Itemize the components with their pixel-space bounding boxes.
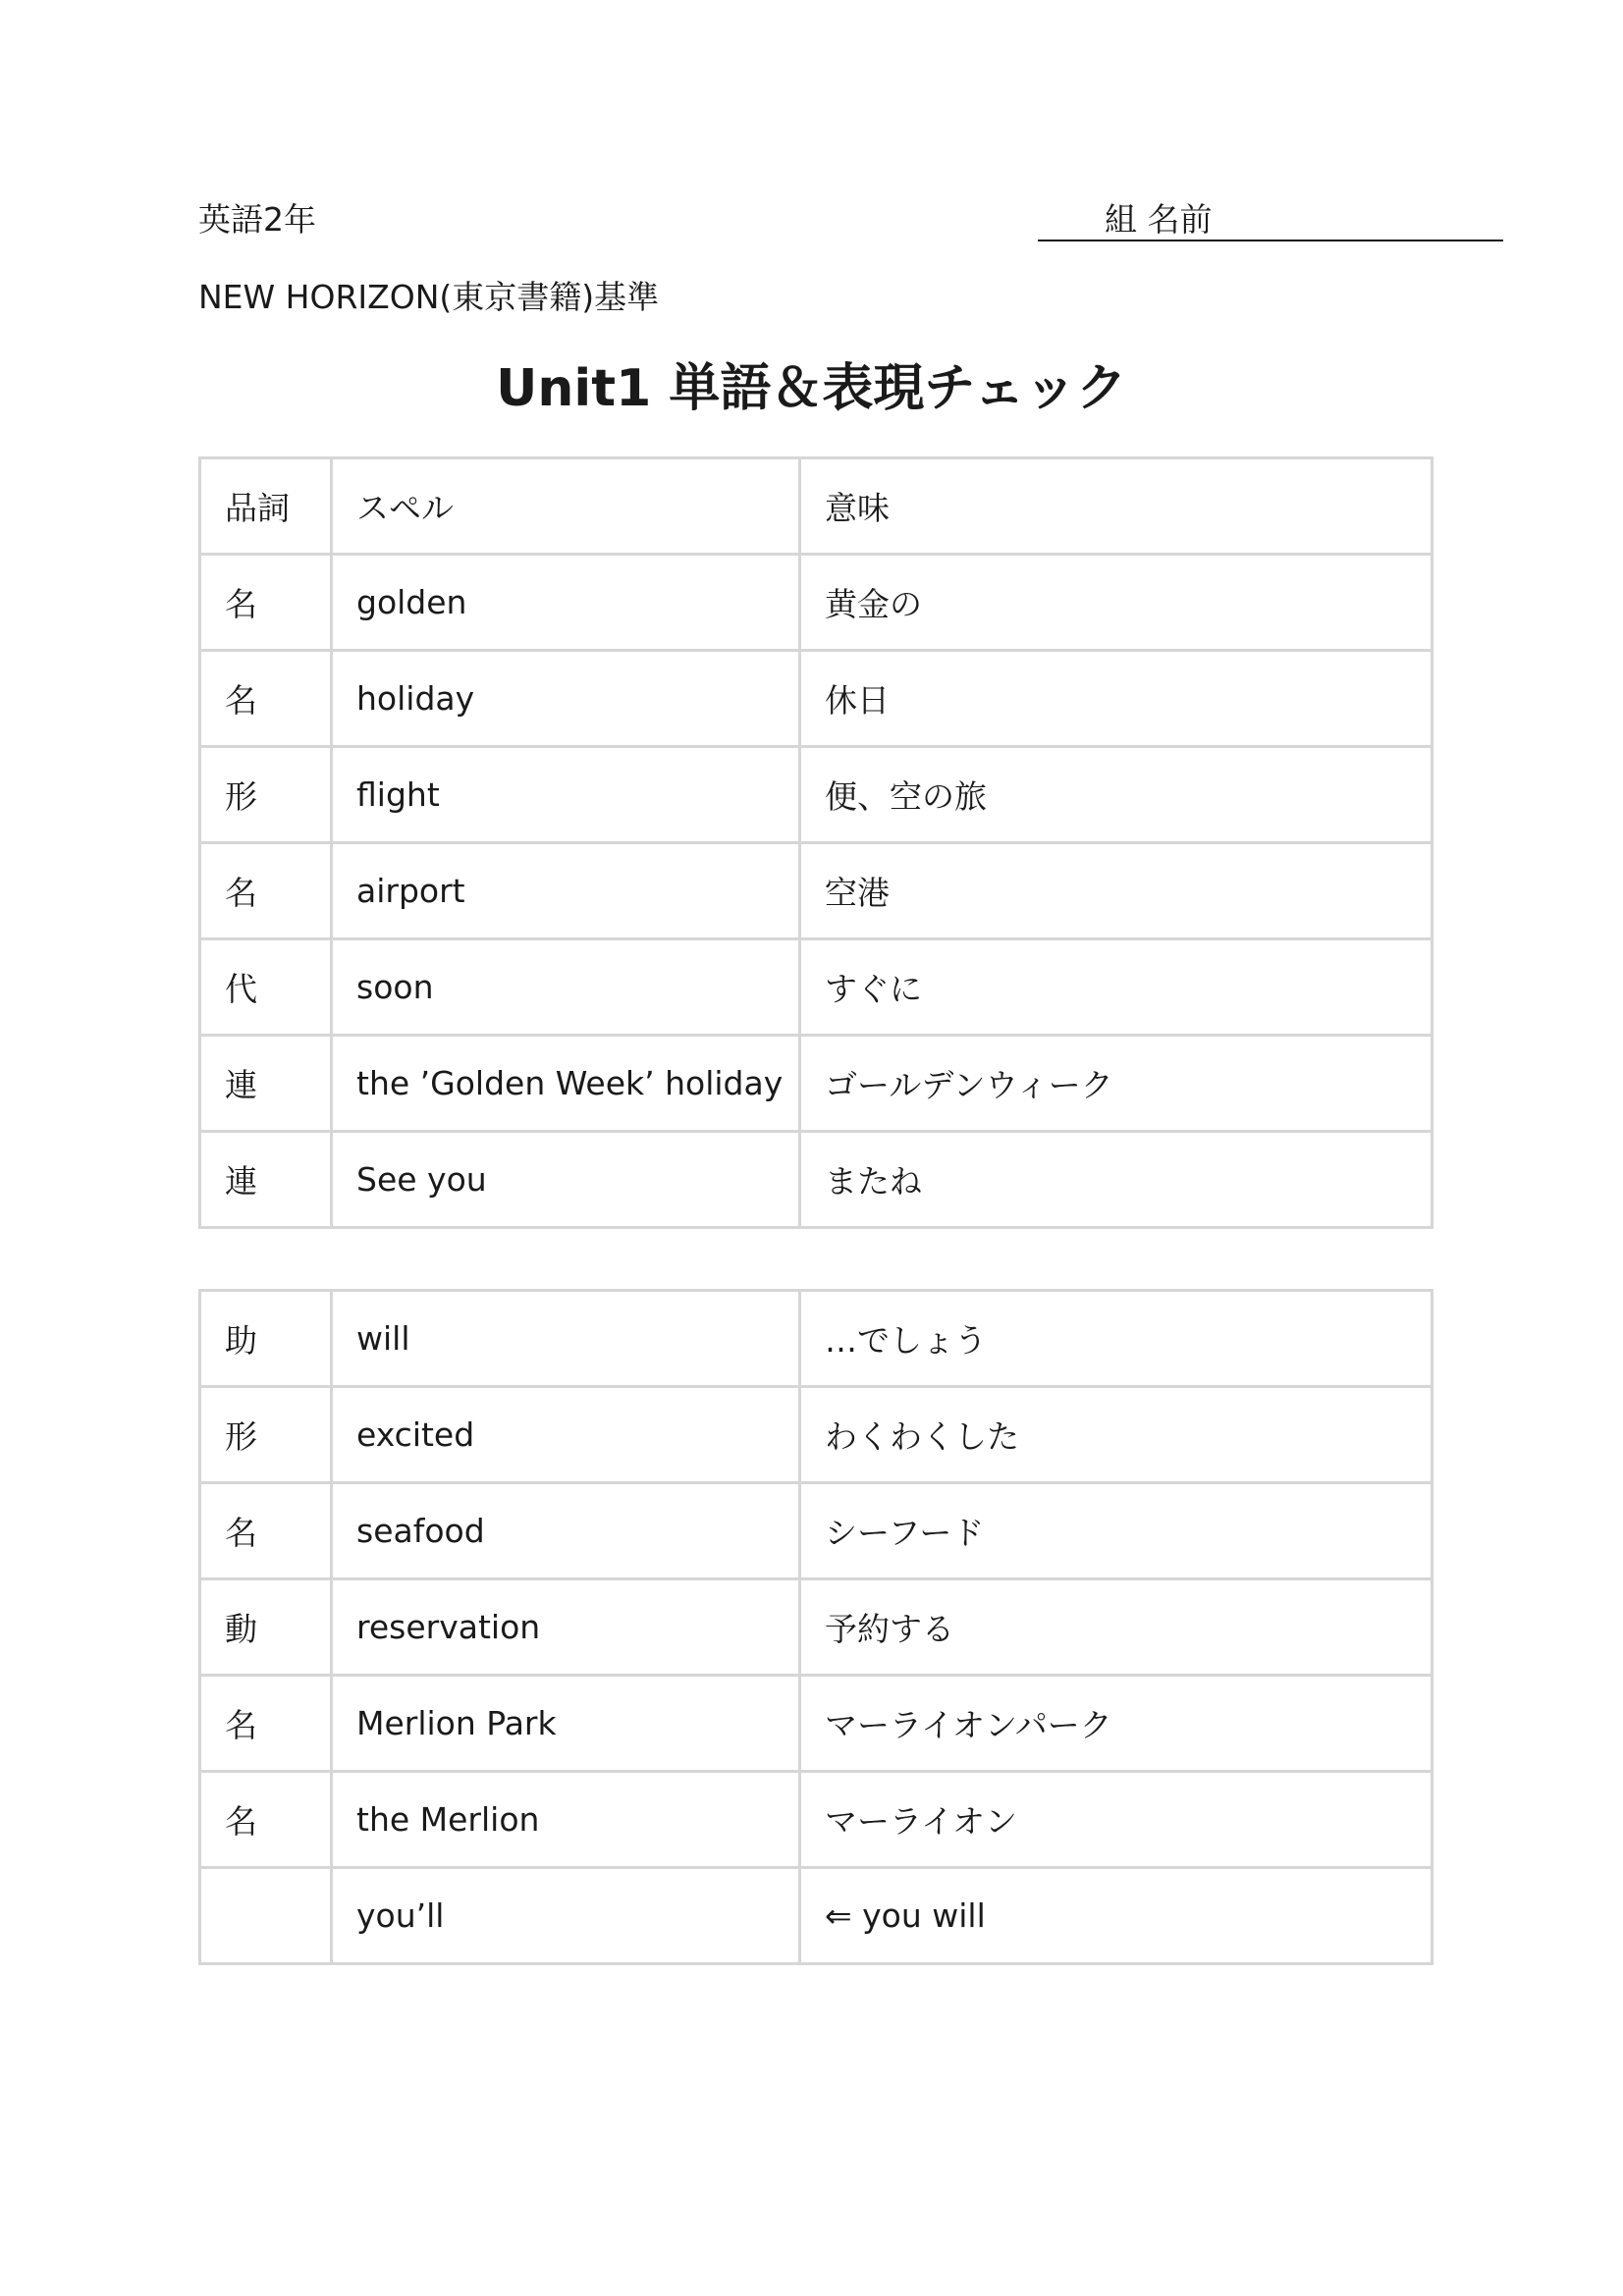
meaning-cell: すぐに <box>800 939 1433 1036</box>
spelling-cell: the ’Golden Week’ holiday <box>332 1036 800 1132</box>
spelling-cell: reservation <box>332 1579 800 1676</box>
part-of-speech-cell: 名 <box>200 1483 332 1579</box>
part-of-speech-cell: 名 <box>200 555 332 651</box>
meaning-cell: シーフード <box>800 1483 1433 1579</box>
spelling-cell: seafood <box>332 1483 800 1579</box>
part-of-speech-cell: 名 <box>200 843 332 939</box>
spelling-cell: holiday <box>332 651 800 747</box>
part-of-speech-cell: 名 <box>200 1676 332 1772</box>
meaning-cell: マーライオン <box>800 1772 1433 1868</box>
vocab-table-1 <box>198 456 1434 1229</box>
table-row <box>200 1868 1433 1964</box>
spelling-cell: airport <box>332 843 800 939</box>
spelling-cell: excited <box>332 1387 800 1483</box>
part-of-speech-cell: 連 <box>200 1132 332 1228</box>
header-part-of-speech: 品詞 <box>200 458 332 555</box>
table-row <box>200 1291 1433 1387</box>
part-of-speech-cell: 助 <box>200 1291 332 1387</box>
meaning-cell: わくわくした <box>800 1387 1433 1483</box>
meaning-cell: 黄金の <box>800 555 1433 651</box>
table-row <box>200 555 1433 651</box>
table-row <box>200 1483 1433 1579</box>
vocab-table-2 <box>198 1289 1434 1965</box>
spelling-cell: soon <box>332 939 800 1036</box>
textbook-label: NEW HORIZON(東京書籍)基準 <box>198 278 660 316</box>
name-field-label: 組 名前 <box>1105 200 1213 239</box>
part-of-speech-cell: 名 <box>200 1772 332 1868</box>
table-row <box>200 939 1433 1036</box>
meaning-cell: またね <box>800 1132 1433 1228</box>
table-row <box>200 1132 1433 1228</box>
table-row <box>200 1676 1433 1772</box>
meaning-cell: 便、空の旅 <box>800 747 1433 843</box>
meaning-cell: マーライオンパーク <box>800 1676 1433 1772</box>
part-of-speech-cell: 連 <box>200 1036 332 1132</box>
table-row <box>200 843 1433 939</box>
page-title: Unit1 単語＆表現チェック <box>496 359 1127 418</box>
header-meaning: 意味 <box>800 458 1433 555</box>
table-row <box>200 1772 1433 1868</box>
spelling-cell: golden <box>332 555 800 651</box>
part-of-speech-cell: 動 <box>200 1579 332 1676</box>
meaning-cell: 予約する <box>800 1579 1433 1676</box>
part-of-speech-cell: 代 <box>200 939 332 1036</box>
spelling-cell: Merlion Park <box>332 1676 800 1772</box>
part-of-speech-cell: 形 <box>200 747 332 843</box>
meaning-cell: ゴールデンウィーク <box>800 1036 1433 1132</box>
table-row <box>200 747 1433 843</box>
grade-label: 英語2年 <box>198 200 316 239</box>
meaning-cell: ⇐ you will <box>800 1868 1433 1964</box>
spelling-cell: the Merlion <box>332 1772 800 1868</box>
spelling-cell: you’ll <box>332 1868 800 1964</box>
meaning-cell: 空港 <box>800 843 1433 939</box>
spelling-cell: See you <box>332 1132 800 1228</box>
spelling-cell: flight <box>332 747 800 843</box>
part-of-speech-cell: 名 <box>200 651 332 747</box>
table-row <box>200 1387 1433 1483</box>
table-row <box>200 1036 1433 1132</box>
part-of-speech-cell <box>200 1868 332 1964</box>
name-field[interactable] <box>1038 196 1503 241</box>
part-of-speech-cell: 形 <box>200 1387 332 1483</box>
table-row <box>200 1579 1433 1676</box>
meaning-cell: …でしょう <box>800 1291 1433 1387</box>
meaning-cell: 休日 <box>800 651 1433 747</box>
table-header-row <box>200 458 1433 555</box>
table-row <box>200 651 1433 747</box>
spelling-cell: will <box>332 1291 800 1387</box>
header-spelling: スペル <box>332 458 800 555</box>
